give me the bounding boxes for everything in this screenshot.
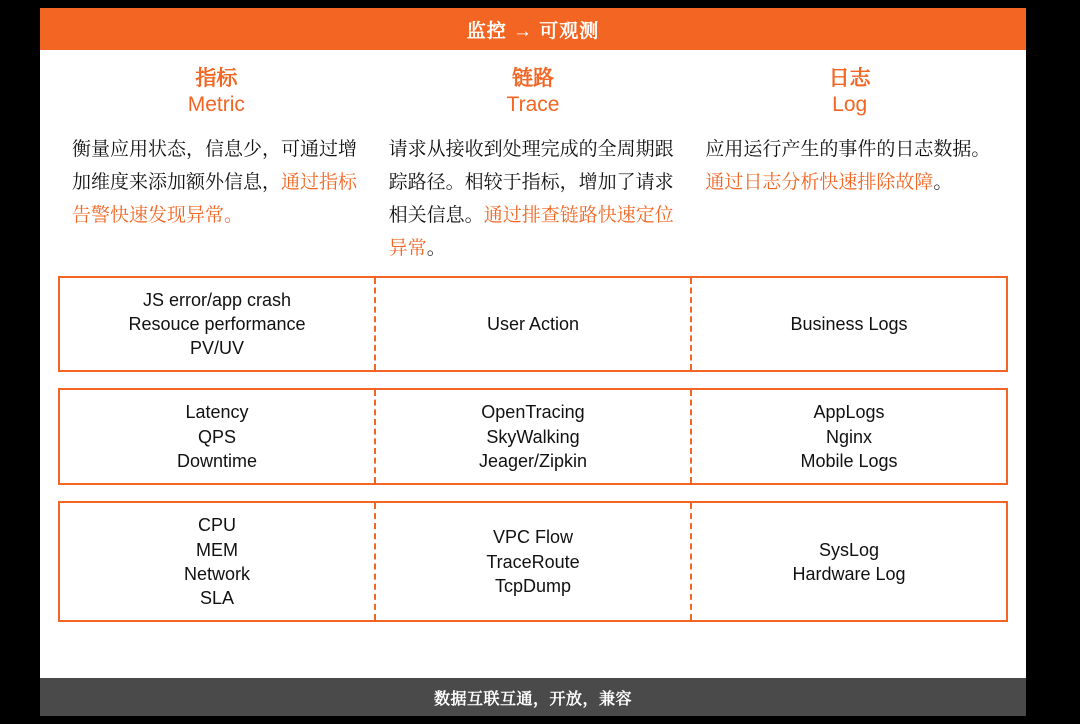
footer-bar	[40, 678, 1026, 716]
cell-line: AppLogs	[813, 402, 885, 423]
cell-row2-trace	[374, 390, 690, 483]
cell-row2-metric	[60, 390, 374, 483]
header-bar	[40, 8, 1026, 50]
cell-row1-trace	[374, 278, 690, 371]
cell-line: TraceRoute	[486, 551, 580, 572]
cell-line: Latency	[185, 402, 249, 423]
slide	[40, 8, 1026, 716]
log-desc-plain-2: 。	[933, 171, 953, 193]
column-heading-log-en: Log	[832, 93, 868, 117]
cell-row1-log	[690, 278, 1006, 371]
cell-line: Business Logs	[790, 313, 908, 334]
column-heading-metric-en: Metric	[187, 93, 245, 117]
column-heading-metric	[58, 66, 375, 119]
trace-desc-plain-2: 。	[426, 238, 446, 260]
cell-line: SysLog	[818, 539, 880, 560]
cell-row1-metric	[60, 278, 374, 371]
cell-line: Jeager/Zipkin	[478, 450, 588, 471]
slide-body	[40, 50, 1026, 678]
trace-desc-plain-1: 请求从接收到处理完成的全周期跟踪路径。相较于指标，增加了请求相关信息。	[388, 138, 674, 226]
cell-line: Downtime	[176, 450, 258, 471]
cell-line: User Action	[486, 313, 580, 334]
cell-line: Network	[183, 563, 250, 584]
cell-line: QPS	[197, 426, 236, 447]
cell-row3-log	[690, 503, 1006, 620]
cell-line: SLA	[199, 588, 235, 609]
column-description-metric	[58, 133, 375, 233]
cell-line: MEM	[196, 539, 238, 560]
log-desc-highlight: 通过日志分析快速排除故障	[705, 171, 934, 193]
cell-row2-log	[690, 390, 1006, 483]
cell-line: Hardware Log	[792, 563, 906, 584]
cell-line: Resouce performance	[128, 313, 306, 334]
table-row	[58, 388, 1008, 485]
cell-line: OpenTracing	[481, 402, 585, 423]
cell-row3-trace	[374, 503, 690, 620]
column-heading-trace-en: Trace	[506, 93, 560, 117]
metric-desc-plain-2: 。	[224, 205, 244, 226]
cell-line: VPC Flow	[492, 527, 573, 548]
table-row	[58, 501, 1008, 622]
column-heading-log	[691, 66, 1008, 119]
column-descriptions	[58, 133, 1008, 266]
column-description-log	[691, 133, 1008, 200]
cell-line: SkyWalking	[486, 426, 580, 447]
metric-desc-plain-1: 衡量应用状态，信息少，可通过增加维度来添加额外信息，	[72, 138, 358, 193]
column-heading-trace-cn: 链路	[512, 67, 554, 90]
matrix-rows	[58, 276, 1008, 629]
cell-line: PV/UV	[189, 338, 245, 359]
column-headings	[58, 66, 1008, 119]
header-title: 监控 → 可观测	[466, 20, 600, 42]
column-heading-metric-cn: 指标	[195, 67, 238, 90]
table-row	[58, 276, 1008, 373]
footer-title: 数据互联互通，开放，兼容	[433, 690, 632, 708]
cell-line: Nginx	[825, 426, 873, 447]
cell-line: Mobile Logs	[800, 450, 898, 471]
column-heading-trace	[375, 66, 692, 119]
column-heading-log-cn: 日志	[828, 67, 871, 90]
column-description-trace	[375, 133, 692, 266]
cell-row3-metric	[60, 503, 374, 620]
log-desc-plain-1: 应用运行产生的事件的日志数据。	[705, 138, 991, 160]
cell-line: CPU	[197, 515, 236, 536]
cell-line: TcpDump	[494, 576, 572, 597]
trace-desc-highlight: 通过排查链路快速定位异常	[388, 205, 674, 260]
metric-desc-highlight: 通过指标告警快速发现异常	[72, 171, 358, 226]
cell-line: JS error/app crash	[142, 289, 292, 310]
